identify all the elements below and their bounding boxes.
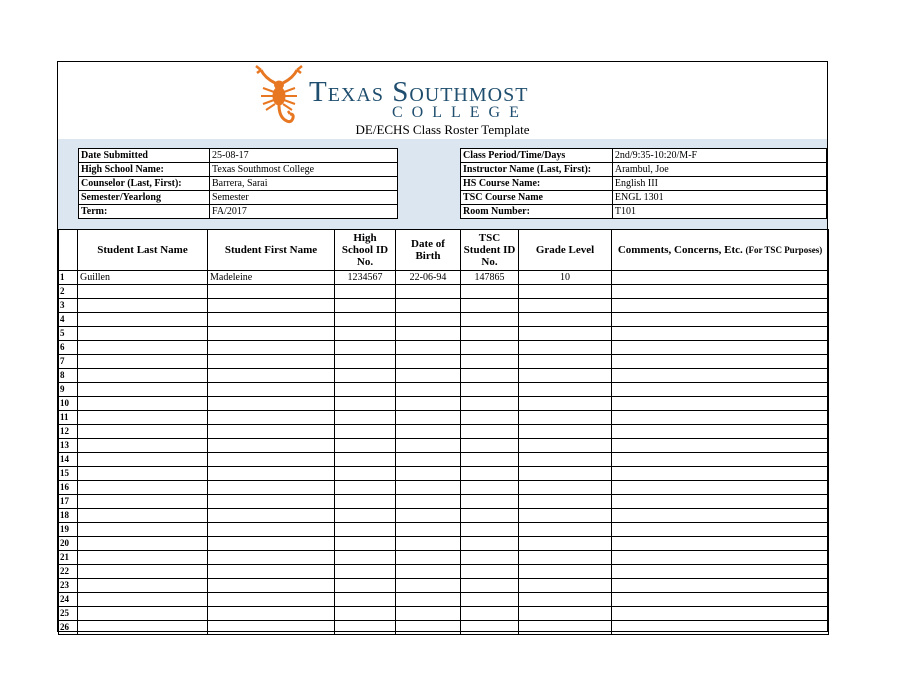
table-row bbox=[59, 607, 829, 621]
cell-last-name[interactable] bbox=[78, 607, 208, 621]
cell-dob[interactable] bbox=[396, 397, 461, 411]
roster-table bbox=[58, 229, 829, 635]
info-left-row bbox=[79, 177, 398, 191]
row-number: 25 bbox=[59, 607, 78, 621]
info-left-label: Term: bbox=[79, 205, 210, 219]
col-header-dob: Date of Birth bbox=[396, 230, 461, 271]
cell-last-name[interactable]: Guillen bbox=[78, 271, 208, 285]
table-row bbox=[59, 313, 829, 327]
cell-first-name[interactable] bbox=[208, 383, 335, 397]
cell-comments[interactable] bbox=[612, 593, 829, 607]
cell-dob[interactable] bbox=[396, 439, 461, 453]
row-number: 3 bbox=[59, 299, 78, 313]
table-row bbox=[59, 593, 829, 607]
cell-grade[interactable] bbox=[519, 481, 612, 495]
cell-hs-id[interactable] bbox=[335, 621, 396, 635]
table-row bbox=[59, 453, 829, 467]
cell-comments[interactable] bbox=[612, 467, 829, 481]
table-row bbox=[59, 565, 829, 579]
row-number: 14 bbox=[59, 453, 78, 467]
row-number: 21 bbox=[59, 551, 78, 565]
cell-dob[interactable] bbox=[396, 383, 461, 397]
row-number: 23 bbox=[59, 579, 78, 593]
table-row bbox=[59, 411, 829, 425]
cell-first-name[interactable] bbox=[208, 341, 335, 355]
cell-last-name[interactable] bbox=[78, 509, 208, 523]
row-number: 19 bbox=[59, 523, 78, 537]
col-header-first-name: Student First Name bbox=[208, 230, 335, 271]
cell-tsc-id[interactable] bbox=[461, 355, 519, 369]
row-number: 24 bbox=[59, 593, 78, 607]
cell-hs-id[interactable] bbox=[335, 355, 396, 369]
cell-hs-id[interactable] bbox=[335, 481, 396, 495]
row-number: 20 bbox=[59, 537, 78, 551]
cell-hs-id[interactable] bbox=[335, 509, 396, 523]
cell-hs-id[interactable] bbox=[335, 313, 396, 327]
cell-comments[interactable] bbox=[612, 425, 829, 439]
cell-dob[interactable] bbox=[396, 621, 461, 635]
table-row bbox=[59, 383, 829, 397]
table-row bbox=[59, 523, 829, 537]
cell-hs-id[interactable] bbox=[335, 369, 396, 383]
cell-hs-id[interactable] bbox=[335, 495, 396, 509]
cell-hs-id[interactable] bbox=[335, 397, 396, 411]
cell-last-name[interactable] bbox=[78, 285, 208, 299]
table-row bbox=[59, 285, 829, 299]
table-row bbox=[59, 439, 829, 453]
cell-comments[interactable] bbox=[612, 523, 829, 537]
cell-tsc-id[interactable] bbox=[461, 537, 519, 551]
row-number: 10 bbox=[59, 397, 78, 411]
cell-grade[interactable] bbox=[519, 537, 612, 551]
cell-dob[interactable] bbox=[396, 593, 461, 607]
cell-hs-id[interactable]: 1234567 bbox=[335, 271, 396, 285]
cell-grade[interactable] bbox=[519, 495, 612, 509]
cell-first-name[interactable] bbox=[208, 467, 335, 481]
cell-hs-id[interactable] bbox=[335, 579, 396, 593]
cell-first-name[interactable] bbox=[208, 523, 335, 537]
table-row bbox=[59, 271, 829, 285]
cell-last-name[interactable] bbox=[78, 355, 208, 369]
cell-first-name[interactable] bbox=[208, 607, 335, 621]
info-right-label: Room Number: bbox=[461, 205, 613, 219]
cell-tsc-id[interactable] bbox=[461, 607, 519, 621]
cell-dob[interactable] bbox=[396, 411, 461, 425]
cell-last-name[interactable] bbox=[78, 439, 208, 453]
cell-hs-id[interactable] bbox=[335, 411, 396, 425]
table-row bbox=[59, 551, 829, 565]
cell-last-name[interactable] bbox=[78, 411, 208, 425]
cell-hs-id[interactable] bbox=[335, 285, 396, 299]
cell-grade[interactable] bbox=[519, 607, 612, 621]
cell-dob[interactable] bbox=[396, 607, 461, 621]
info-left-label: High School Name: bbox=[79, 163, 210, 177]
table-row bbox=[59, 579, 829, 593]
cell-first-name[interactable] bbox=[208, 621, 335, 635]
brand-name: Texas Southmost bbox=[309, 76, 529, 108]
cell-comments[interactable] bbox=[612, 327, 829, 341]
info-right-label: HS Course Name: bbox=[461, 177, 613, 191]
cell-last-name[interactable] bbox=[78, 467, 208, 481]
col-header-grade: Grade Level bbox=[519, 230, 612, 271]
cell-comments[interactable] bbox=[612, 481, 829, 495]
cell-last-name[interactable] bbox=[78, 327, 208, 341]
cell-comments[interactable] bbox=[612, 509, 829, 523]
cell-comments[interactable] bbox=[612, 271, 829, 285]
col-header-number bbox=[59, 230, 78, 271]
cell-tsc-id[interactable] bbox=[461, 425, 519, 439]
row-number: 26 bbox=[59, 621, 78, 635]
cell-last-name[interactable] bbox=[78, 341, 208, 355]
cell-last-name[interactable] bbox=[78, 397, 208, 411]
cell-tsc-id[interactable] bbox=[461, 327, 519, 341]
info-right-row bbox=[461, 205, 827, 219]
cell-first-name[interactable] bbox=[208, 397, 335, 411]
info-left-value[interactable]: Semester bbox=[210, 191, 398, 205]
cell-tsc-id[interactable] bbox=[461, 383, 519, 397]
cell-first-name[interactable]: Madeleine bbox=[208, 271, 335, 285]
info-right-row bbox=[461, 163, 827, 177]
cell-comments[interactable] bbox=[612, 341, 829, 355]
cell-grade[interactable] bbox=[519, 327, 612, 341]
cell-tsc-id[interactable] bbox=[461, 285, 519, 299]
cell-dob[interactable] bbox=[396, 495, 461, 509]
cell-first-name[interactable] bbox=[208, 551, 335, 565]
info-left-value[interactable]: 25-08-17 bbox=[210, 149, 398, 163]
cell-comments[interactable] bbox=[612, 397, 829, 411]
cell-tsc-id[interactable] bbox=[461, 481, 519, 495]
cell-comments[interactable] bbox=[612, 439, 829, 453]
row-number: 4 bbox=[59, 313, 78, 327]
cell-grade[interactable] bbox=[519, 593, 612, 607]
cell-comments[interactable] bbox=[612, 383, 829, 397]
info-right-row bbox=[461, 177, 827, 191]
cell-first-name[interactable] bbox=[208, 411, 335, 425]
info-band bbox=[58, 139, 827, 229]
cell-first-name[interactable] bbox=[208, 313, 335, 327]
cell-first-name[interactable] bbox=[208, 299, 335, 313]
comments-label: Comments, Concerns, Etc. bbox=[617, 244, 743, 256]
info-right-row bbox=[461, 191, 827, 205]
cell-tsc-id[interactable] bbox=[461, 495, 519, 509]
cell-grade[interactable] bbox=[519, 383, 612, 397]
table-row bbox=[59, 397, 829, 411]
info-left-value[interactable]: Texas Southmost College bbox=[210, 163, 398, 177]
cell-grade[interactable]: 10 bbox=[519, 271, 612, 285]
cell-last-name[interactable] bbox=[78, 579, 208, 593]
info-right-value[interactable]: English III bbox=[612, 177, 826, 191]
cell-first-name[interactable] bbox=[208, 285, 335, 299]
cell-first-name[interactable] bbox=[208, 495, 335, 509]
cell-comments[interactable] bbox=[612, 299, 829, 313]
cell-comments[interactable] bbox=[612, 355, 829, 369]
cell-first-name[interactable] bbox=[208, 369, 335, 383]
cell-dob[interactable] bbox=[396, 481, 461, 495]
cell-grade[interactable] bbox=[519, 509, 612, 523]
cell-hs-id[interactable] bbox=[335, 565, 396, 579]
cell-comments[interactable] bbox=[612, 621, 829, 635]
cell-last-name[interactable] bbox=[78, 551, 208, 565]
cell-dob[interactable] bbox=[396, 341, 461, 355]
cell-tsc-id[interactable] bbox=[461, 313, 519, 327]
cell-last-name[interactable] bbox=[78, 425, 208, 439]
cell-dob[interactable] bbox=[396, 299, 461, 313]
cell-tsc-id[interactable] bbox=[461, 551, 519, 565]
cell-dob[interactable] bbox=[396, 509, 461, 523]
row-number: 17 bbox=[59, 495, 78, 509]
cell-first-name[interactable] bbox=[208, 481, 335, 495]
cell-dob[interactable] bbox=[396, 523, 461, 537]
scorpion-icon bbox=[247, 62, 311, 128]
info-right-value[interactable]: Arambul, Joe bbox=[612, 163, 826, 177]
row-number: 11 bbox=[59, 411, 78, 425]
cell-first-name[interactable] bbox=[208, 565, 335, 579]
cell-grade[interactable] bbox=[519, 621, 612, 635]
page-title: DE/ECHS Class Roster Template bbox=[355, 122, 530, 137]
info-right-row bbox=[461, 149, 827, 163]
cell-tsc-id[interactable] bbox=[461, 397, 519, 411]
row-number: 2 bbox=[59, 285, 78, 299]
cell-grade[interactable] bbox=[519, 523, 612, 537]
cell-first-name[interactable] bbox=[208, 327, 335, 341]
cell-last-name[interactable] bbox=[78, 621, 208, 635]
cell-comments[interactable] bbox=[612, 495, 829, 509]
college-logo bbox=[247, 62, 597, 128]
cell-first-name[interactable] bbox=[208, 593, 335, 607]
cell-last-name[interactable] bbox=[78, 369, 208, 383]
cell-hs-id[interactable] bbox=[335, 593, 396, 607]
row-number: 15 bbox=[59, 467, 78, 481]
cell-comments[interactable] bbox=[612, 411, 829, 425]
brand-subtitle: COLLEGE bbox=[392, 104, 528, 121]
cell-hs-id[interactable] bbox=[335, 341, 396, 355]
cell-tsc-id[interactable] bbox=[461, 341, 519, 355]
cell-first-name[interactable] bbox=[208, 453, 335, 467]
info-right-value[interactable]: ENGL 1301 bbox=[612, 191, 826, 205]
cell-hs-id[interactable] bbox=[335, 383, 396, 397]
table-row bbox=[59, 355, 829, 369]
cell-last-name[interactable] bbox=[78, 313, 208, 327]
cell-tsc-id[interactable] bbox=[461, 579, 519, 593]
row-number: 8 bbox=[59, 369, 78, 383]
cell-hs-id[interactable] bbox=[335, 523, 396, 537]
info-left-value[interactable]: Barrera, Sarai bbox=[210, 177, 398, 191]
cell-grade[interactable] bbox=[519, 453, 612, 467]
row-number: 6 bbox=[59, 341, 78, 355]
cell-grade[interactable] bbox=[519, 425, 612, 439]
cell-last-name[interactable] bbox=[78, 481, 208, 495]
cell-tsc-id[interactable] bbox=[461, 369, 519, 383]
row-number: 13 bbox=[59, 439, 78, 453]
cell-last-name[interactable] bbox=[78, 537, 208, 551]
cell-last-name[interactable] bbox=[78, 383, 208, 397]
info-right-value[interactable]: 2nd/9:35-10:20/M-F bbox=[612, 149, 826, 163]
cell-dob[interactable]: 22-06-94 bbox=[396, 271, 461, 285]
info-table-left bbox=[78, 148, 398, 219]
cell-grade[interactable] bbox=[519, 313, 612, 327]
cell-dob[interactable] bbox=[396, 285, 461, 299]
cell-grade[interactable] bbox=[519, 467, 612, 481]
col-header-hs-id: High School ID No. bbox=[335, 230, 396, 271]
cell-dob[interactable] bbox=[396, 425, 461, 439]
cell-comments[interactable] bbox=[612, 565, 829, 579]
cell-dob[interactable] bbox=[396, 467, 461, 481]
col-header-last-name: Student Last Name bbox=[78, 230, 208, 271]
cell-first-name[interactable] bbox=[208, 509, 335, 523]
cell-tsc-id[interactable] bbox=[461, 621, 519, 635]
cell-tsc-id[interactable] bbox=[461, 593, 519, 607]
cell-dob[interactable] bbox=[396, 327, 461, 341]
info-left-label: Date Submitted bbox=[79, 149, 210, 163]
comments-note: (For TSC Purposes) bbox=[745, 245, 823, 255]
cell-last-name[interactable] bbox=[78, 495, 208, 509]
row-number: 18 bbox=[59, 509, 78, 523]
col-header-tsc-id: TSC Student ID No. bbox=[461, 230, 519, 271]
cell-comments[interactable] bbox=[612, 537, 829, 551]
info-table-right bbox=[460, 148, 827, 219]
info-right-label: Instructor Name (Last, First): bbox=[461, 163, 613, 177]
info-left-label: Counselor (Last, First): bbox=[79, 177, 210, 191]
cell-dob[interactable] bbox=[396, 565, 461, 579]
cell-grade[interactable] bbox=[519, 299, 612, 313]
cell-dob[interactable] bbox=[396, 369, 461, 383]
row-number: 22 bbox=[59, 565, 78, 579]
cell-dob[interactable] bbox=[396, 579, 461, 593]
table-row bbox=[59, 537, 829, 551]
info-right-label: TSC Course Name bbox=[461, 191, 613, 205]
cell-grade[interactable] bbox=[519, 411, 612, 425]
row-number: 5 bbox=[59, 327, 78, 341]
cell-grade[interactable] bbox=[519, 579, 612, 593]
cell-first-name[interactable] bbox=[208, 439, 335, 453]
cell-hs-id[interactable] bbox=[335, 439, 396, 453]
cell-tsc-id[interactable] bbox=[461, 467, 519, 481]
row-number: 7 bbox=[59, 355, 78, 369]
cell-comments[interactable] bbox=[612, 579, 829, 593]
cell-comments[interactable] bbox=[612, 369, 829, 383]
table-row bbox=[59, 495, 829, 509]
cell-dob[interactable] bbox=[396, 453, 461, 467]
cell-tsc-id[interactable] bbox=[461, 523, 519, 537]
cell-grade[interactable] bbox=[519, 355, 612, 369]
cell-grade[interactable] bbox=[519, 565, 612, 579]
header-area bbox=[58, 62, 827, 139]
cell-hs-id[interactable] bbox=[335, 537, 396, 551]
cell-comments[interactable] bbox=[612, 313, 829, 327]
info-left-row bbox=[79, 191, 398, 205]
info-left-label: Semester/Yearlong bbox=[79, 191, 210, 205]
table-row bbox=[59, 509, 829, 523]
cell-last-name[interactable] bbox=[78, 299, 208, 313]
cell-hs-id[interactable] bbox=[335, 607, 396, 621]
cell-tsc-id[interactable] bbox=[461, 299, 519, 313]
row-number: 12 bbox=[59, 425, 78, 439]
cell-comments[interactable] bbox=[612, 285, 829, 299]
cell-grade[interactable] bbox=[519, 397, 612, 411]
table-row bbox=[59, 299, 829, 313]
cell-grade[interactable] bbox=[519, 551, 612, 565]
cell-tsc-id[interactable]: 147865 bbox=[461, 271, 519, 285]
cell-tsc-id[interactable] bbox=[461, 439, 519, 453]
cell-grade[interactable] bbox=[519, 341, 612, 355]
cell-first-name[interactable] bbox=[208, 355, 335, 369]
roster-header-row bbox=[59, 230, 829, 271]
cell-first-name[interactable] bbox=[208, 425, 335, 439]
cell-first-name[interactable] bbox=[208, 537, 335, 551]
col-header-comments bbox=[612, 230, 829, 271]
info-right-value[interactable]: T101 bbox=[612, 205, 826, 219]
cell-tsc-id[interactable] bbox=[461, 565, 519, 579]
info-right-label: Class Period/Time/Days bbox=[461, 149, 613, 163]
cell-last-name[interactable] bbox=[78, 593, 208, 607]
cell-first-name[interactable] bbox=[208, 579, 335, 593]
cell-comments[interactable] bbox=[612, 453, 829, 467]
cell-hs-id[interactable] bbox=[335, 327, 396, 341]
cell-hs-id[interactable] bbox=[335, 551, 396, 565]
cell-grade[interactable] bbox=[519, 439, 612, 453]
cell-dob[interactable] bbox=[396, 313, 461, 327]
cell-last-name[interactable] bbox=[78, 523, 208, 537]
cell-comments[interactable] bbox=[612, 551, 829, 565]
row-number: 1 bbox=[59, 271, 78, 285]
cell-comments[interactable] bbox=[612, 607, 829, 621]
cell-hs-id[interactable] bbox=[335, 425, 396, 439]
cell-last-name[interactable] bbox=[78, 565, 208, 579]
info-left-row bbox=[79, 205, 398, 219]
table-row bbox=[59, 369, 829, 383]
cell-hs-id[interactable] bbox=[335, 467, 396, 481]
row-number: 16 bbox=[59, 481, 78, 495]
cell-tsc-id[interactable] bbox=[461, 453, 519, 467]
roster-sheet bbox=[57, 61, 828, 632]
cell-hs-id[interactable] bbox=[335, 299, 396, 313]
info-left-value[interactable]: FA/2017 bbox=[210, 205, 398, 219]
table-row bbox=[59, 467, 829, 481]
info-left-row bbox=[79, 163, 398, 177]
cell-dob[interactable] bbox=[396, 551, 461, 565]
cell-grade[interactable] bbox=[519, 369, 612, 383]
table-row bbox=[59, 327, 829, 341]
table-row bbox=[59, 425, 829, 439]
cell-dob[interactable] bbox=[396, 537, 461, 551]
table-row bbox=[59, 621, 829, 635]
cell-tsc-id[interactable] bbox=[461, 411, 519, 425]
cell-dob[interactable] bbox=[396, 355, 461, 369]
table-row bbox=[59, 341, 829, 355]
info-left-row bbox=[79, 149, 398, 163]
row-number: 9 bbox=[59, 383, 78, 397]
table-row bbox=[59, 481, 829, 495]
cell-last-name[interactable] bbox=[78, 453, 208, 467]
cell-grade[interactable] bbox=[519, 285, 612, 299]
cell-hs-id[interactable] bbox=[335, 453, 396, 467]
cell-tsc-id[interactable] bbox=[461, 509, 519, 523]
